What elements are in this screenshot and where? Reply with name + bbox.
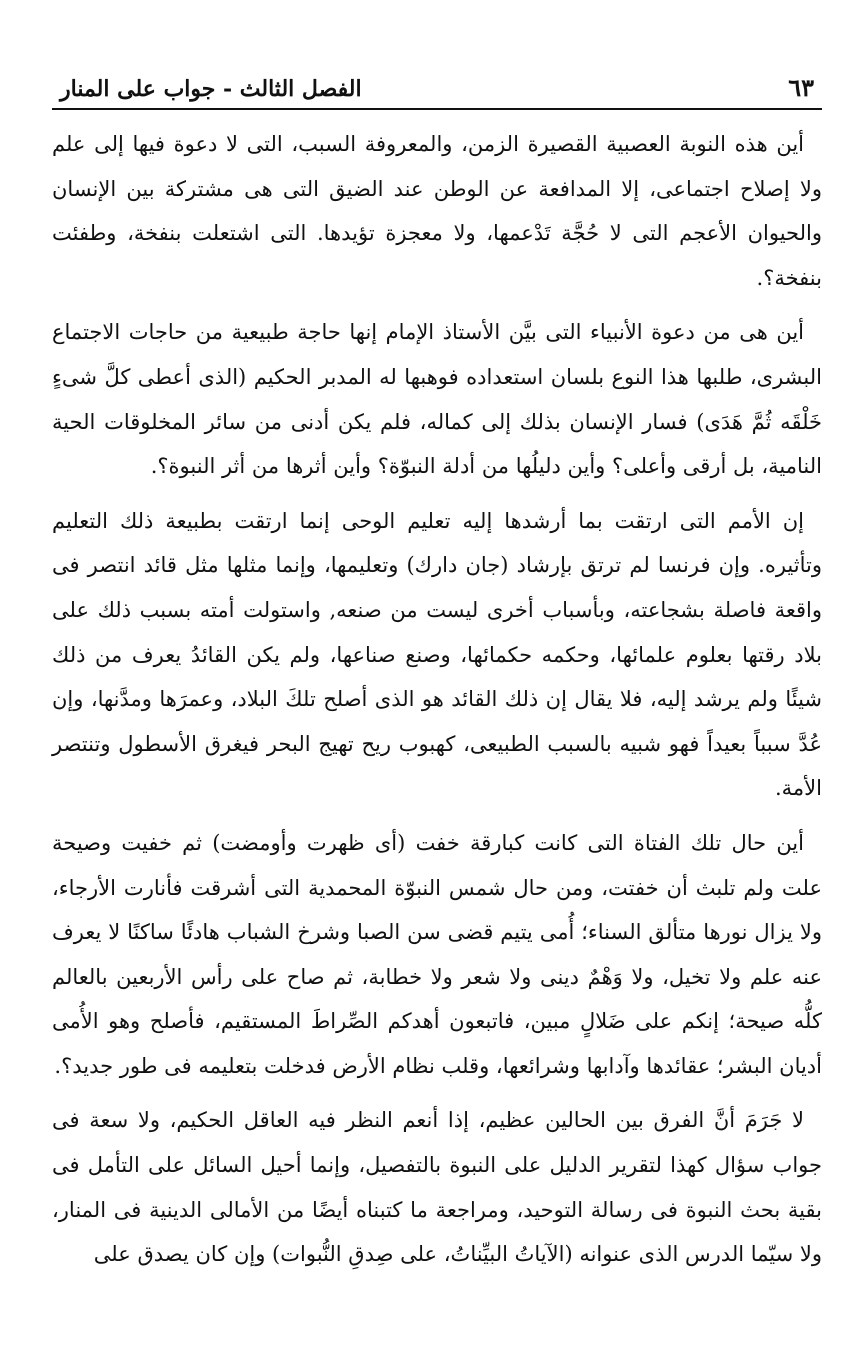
running-header	[52, 62, 822, 110]
paragraph-4: أين حال تلك الفتاة التى كانت كبارقة خفت (أى ظهرت وأومضت) ثم خفيت وصيحة علت ولم تلبث أن خفتت، ومن حال شمس النبوّة المحمدية التى أشرقت فأنارت الأرجاء، ولا يزال نورها متألق السناء؛ أُمى يتيم قضى سن الصبا وشرخ الشباب هادئًا ساكنًا لا يعرف عنه علم ولا تخيل، ولا وَهْمٌ دينى ولا شعر ولا خطابة، ثم صاح على رأس الأربعين بالعالم كلُّه صيحة؛ إنكم على ضَلالٍ مبين، فاتبعون أهدكم الصِّراطَ المستقيم، فأصلح وهو الأُمى أديان البشر؛ عقائدها وآدابها وشرائعها، وقلب نظام الأرض فدخلت بتعليمه فى طور جديد؟.	[52, 830, 822, 1078]
book-page	[52, 62, 822, 1287]
chapter-title: الفصل الثالث - جواب على المنار	[60, 76, 362, 102]
paragraph-5: لا جَرَمَ أنَّ الفرق بين الحالين عظيم، إذا أنعم النظر فيه العاقل الحكيم، ولا سعة فى جواب سؤال كهذا لتقرير الدليل على النبوة بالتفصيل، وإنما أحيل السائل على التأمل فى بقية بحث النبوة فى رسالة التوحيد، ومراجعة ما كتبناه أيضًا من الأمالى الدينية فى المنار، ولا سيّما الدرس الذى عنوانه (الآياتُ البيِّناتُ، على صِدقِ النُّبوات) وإن كان يصدق على	[52, 1108, 822, 1267]
paragraph-1: أين هذه النوبة العصبية القصيرة الزمن، والمعروفة السبب، التى لا دعوة فيها إلى علم ولا إصلاح اجتماعى، إلا المدافعة عن الوطن عند الضيق التى هى مشتركة بين الإنسان والحيوان الأعجم التى لا حُجَّة تَدْعمها، ولا معجزة تؤيدها. التى اشتعلت بنفخة، وطفئت بنفخة؟.	[52, 132, 822, 290]
page-number: ٦٣	[788, 73, 814, 102]
paragraph-3: إن الأمم التى ارتقت بما أرشدها إليه تعليم الوحى إنما ارتقت بطبيعة ذلك التعليم وتأثيره. وإن فرنسا لم ترتق بإرشاد (جان دارك) وتعليمها، وإنما مثلها مثل قائد انتصر فى واقعة فاصلة بشجاعته، وبأسباب أخرى ليست من صنعه, واستولت أمته بسبب ذلك على بلاد رقتها بعلوم علمائها، وحكمه حكمائها، وصنع صناعها، ولم يكن القائدُ يعرف من ذلك شيئًا ولم يرشد إليه، فلا يقال إن ذلك القائد هو الذى أصلح تلكَ البلاد، وعمرَها ومدَّنها، وإن عُدَّ سبباً بعيداً فهو شبيه بالسبب الطبيعى، كهبوب ريح تهيج البحر فيغرق الأسطول وتنتصر الأمة.	[52, 508, 822, 801]
paragraph-2: أين هى من دعوة الأنبياء التى بيَّن الأستاذ الإمام إنها حاجة طبيعية من حاجات الاجتماع البشرى، طلبها هذا النوع بلسان استعداده فوهبها له المدبر الحكيم (الذى أعطى كلَّ شىءٍ خَلْقَه ثُمَّ هَدَى) فسار الإنسان بذلك إلى كماله، فلم يكن أدنى من سائر المخلوقات الحية النامية، بل أرقى وأعلى؟ وأين دليلُها من أدلة النبوّة؟ وأين أثرها من أثر النبوة؟.	[52, 320, 822, 479]
body-text	[52, 122, 822, 1277]
